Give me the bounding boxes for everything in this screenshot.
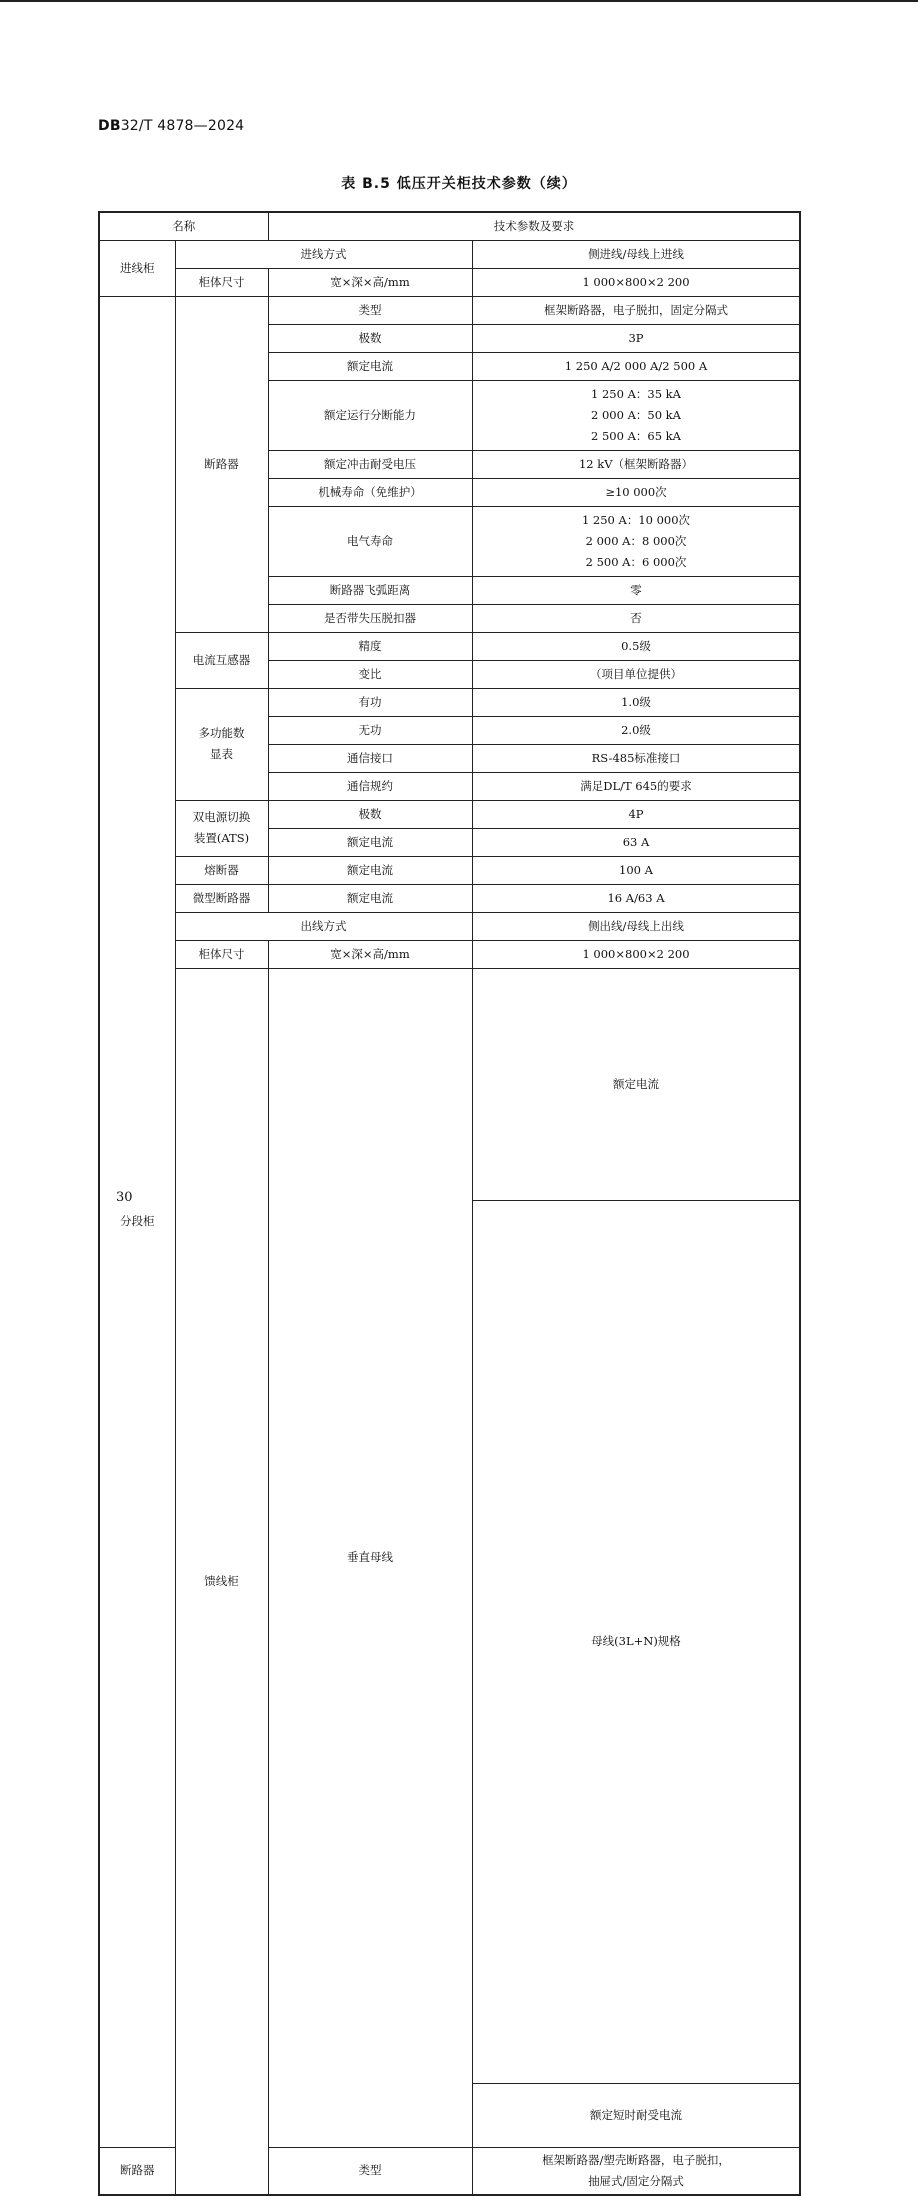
param-cell: 变比 [268,660,472,688]
value-line: 2 500 A：6 000次 [585,554,687,569]
value-line: 框架断路器/塑壳断路器，电子脱扣， [542,2152,730,2167]
param-cell: 电气寿命 [268,506,472,576]
param-cell: 额定运行分断能力 [268,380,472,450]
value-cell: 框架断路器，电子脱扣，固定分隔式 [472,296,800,324]
value-cell: 0.5级 [472,632,800,660]
group-label: 进线柜 [99,240,175,296]
param-cell: 宽×深×高/mm [268,940,472,968]
value-cell [472,506,800,576]
param-cell: 极数 [268,324,472,352]
group-label: 馈线柜 [175,968,268,2195]
param-cell: 类型 [268,296,472,324]
parameters-table [98,211,801,2196]
table-row [99,912,800,940]
value-line: 1 250 A：10 000次 [581,512,691,527]
value-line: 1 250 A：35 kA [591,386,681,401]
param-cell: 额定短时耐受电流 [472,2083,800,2147]
value-cell: 12 kV（框架断路器） [472,450,800,478]
param-cell: 极数 [268,800,472,828]
sub-label: 断路器 [175,296,268,632]
value-line: 2 000 A：50 kA [591,407,681,422]
sub-label: 电流互感器 [175,632,268,688]
sub-label-line: 多功能数 [198,726,245,740]
param-cell: 精度 [268,632,472,660]
table-row [99,968,800,1200]
param-cell: 是否带失压脱扣器 [268,604,472,632]
param-cell: 额定电流 [268,352,472,380]
sub-label [175,688,268,800]
header-requirements: 技术参数及要求 [268,212,800,240]
param-cell: 类型 [268,2147,472,2195]
table-row [99,940,800,968]
table-row [99,688,800,716]
value-cell: ≥10 000次 [472,478,800,506]
header-name: 名称 [99,212,268,240]
value-cell: （项目单位提供） [472,660,800,688]
value-line: 2 000 A：8 000次 [585,533,687,548]
group-label: 分段柜 [99,296,175,2147]
param-cell: 额定电流 [472,968,800,1200]
param-cell: 额定电流 [268,828,472,856]
value-cell: 63 A [472,828,800,856]
param-cell: 出线方式 [175,912,472,940]
value-cell: 侧进线/母线上进线 [472,240,800,268]
sub-label: 熔断器 [175,856,268,884]
sub-label-line: 显表 [210,747,233,761]
sub-label [175,800,268,856]
table-row [99,240,800,268]
table-row [99,856,800,884]
sub-label: 断路器 [99,2147,175,2195]
value-cell: 100 A [472,856,800,884]
page-number: 30 [116,1190,133,1205]
value-cell: 1.0级 [472,688,800,716]
param-cell: 宽×深×高/mm [268,268,472,296]
value-cell [472,380,800,450]
param-cell: 机械寿命（免维护） [268,478,472,506]
value-line: 2 500 A：65 kA [591,428,681,443]
value-line: 抽屉式/固定分隔式 [588,2173,684,2188]
value-cell: RS-485标准接口 [472,744,800,772]
document-code-prefix: DB [98,118,121,134]
sub-label: 柜体尺寸 [175,268,268,296]
document-code-number: 32/T 4878—2024 [120,118,245,134]
param-cell: 无功 [268,716,472,744]
value-cell: 侧出线/母线上出线 [472,912,800,940]
value-cell: 16 A/63 A [472,884,800,912]
value-cell: 2.0级 [472,716,800,744]
value-cell: 1 250 A/2 000 A/2 500 A [472,352,800,380]
value-cell: 3P [472,324,800,352]
table-row [99,884,800,912]
sub-label: 柜体尺寸 [175,940,268,968]
param-cell: 通信规约 [268,772,472,800]
table-row [99,632,800,660]
param-cell: 进线方式 [175,240,472,268]
table-row [99,296,800,324]
param-cell: 断路器飞弧距离 [268,576,472,604]
table-row [99,800,800,828]
document-code [98,118,244,134]
table-title: 表 B.5 低压开关柜技术参数（续） [341,176,577,192]
top-rule [0,0,918,2]
sub-label: 微型断路器 [175,884,268,912]
value-cell: 1 000×800×2 200 [472,940,800,968]
value-cell: 4P [472,800,800,828]
value-cell [472,2147,800,2195]
param-cell: 额定电流 [268,856,472,884]
value-cell: 否 [472,604,800,632]
table-row [99,268,800,296]
param-cell: 额定电流 [268,884,472,912]
table-header-row [99,212,800,240]
value-cell: 满足DL/T 645的要求 [472,772,800,800]
param-cell: 通信接口 [268,744,472,772]
value-cell: 1 000×800×2 200 [472,268,800,296]
sub-label-line: 双电源切换 [192,810,251,824]
param-cell: 有功 [268,688,472,716]
value-cell: 零 [472,576,800,604]
param-cell: 母线(3L+N)规格 [472,1200,800,2083]
sub-label: 垂直母线 [268,968,472,2147]
sub-label-line: 装置(ATS) [193,831,250,845]
param-cell: 额定冲击耐受电压 [268,450,472,478]
